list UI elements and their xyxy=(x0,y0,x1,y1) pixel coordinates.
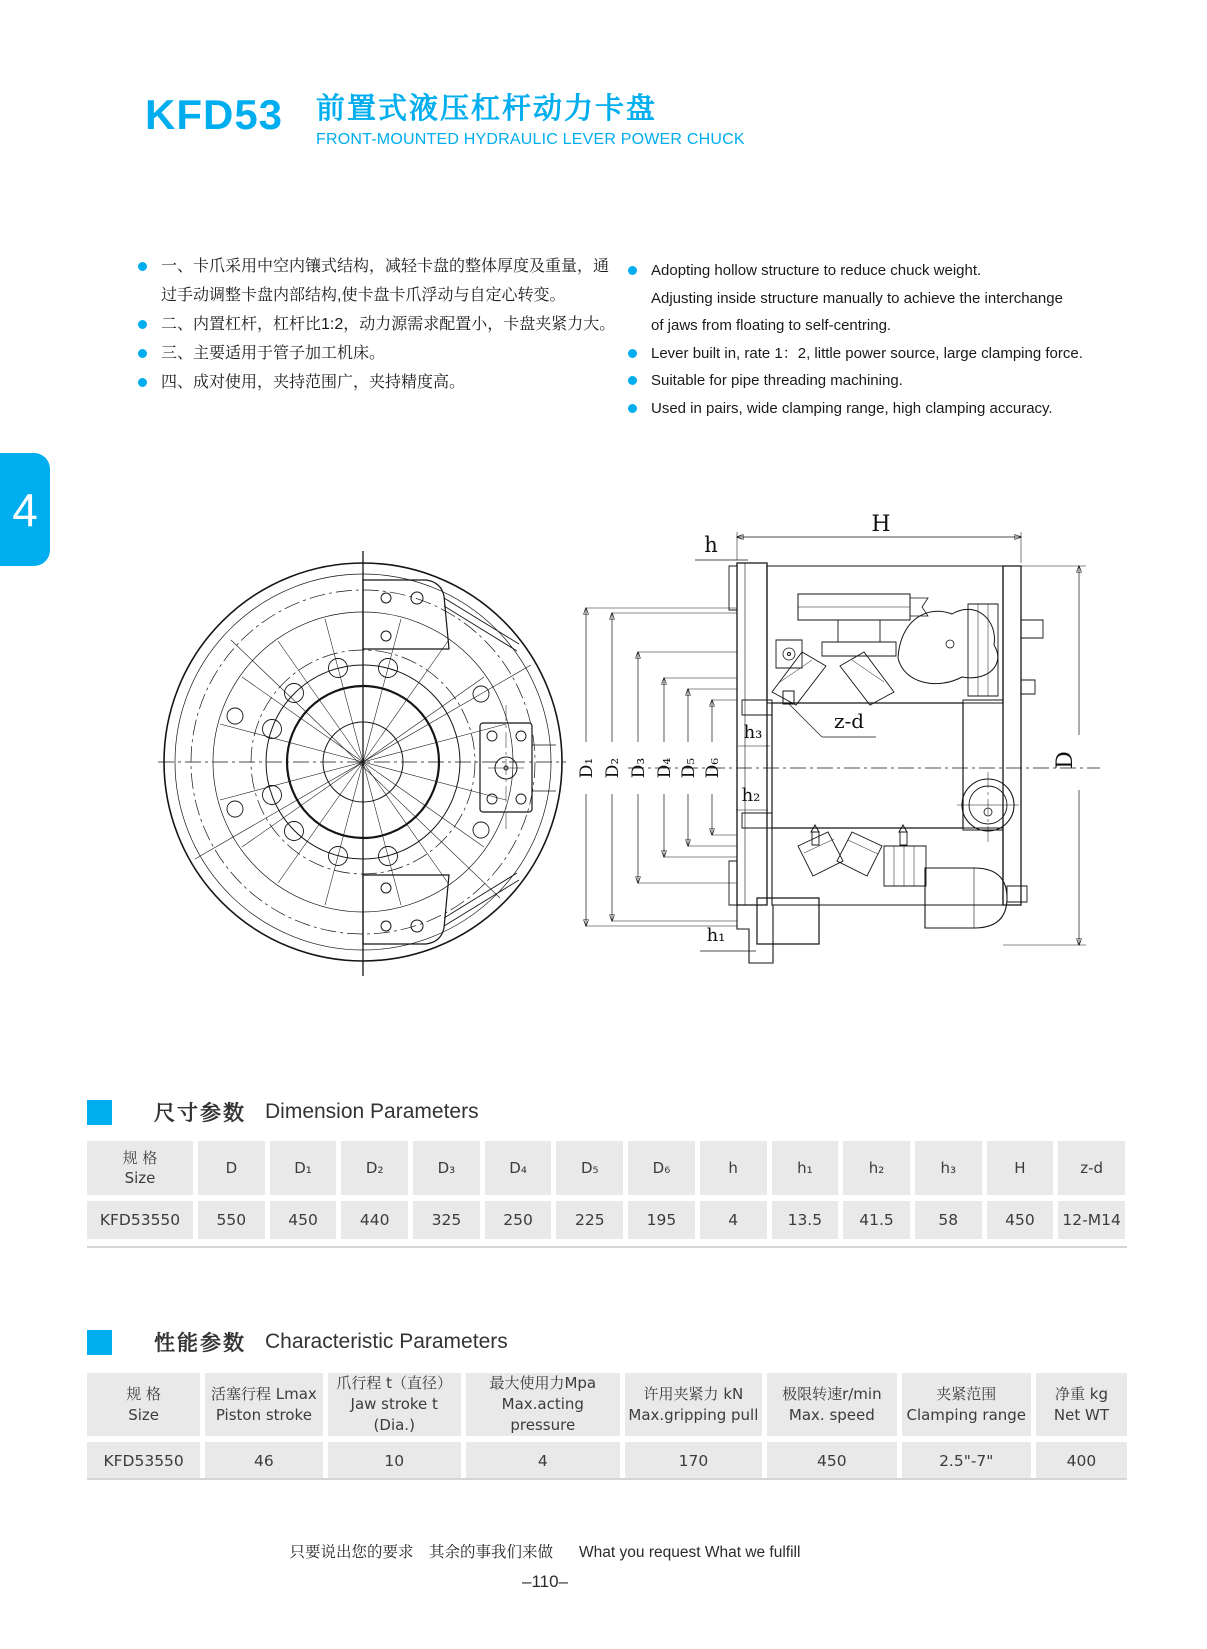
col-header-size-en: Size xyxy=(124,1169,156,1187)
col-header: D₄ xyxy=(485,1141,552,1195)
bullet-dot-icon xyxy=(628,266,637,275)
col-header: 规 格 Size xyxy=(87,1373,200,1436)
feature-item xyxy=(628,395,1088,423)
cell-value: 325 xyxy=(413,1201,480,1239)
dim-label-D1: D₁ xyxy=(577,757,597,779)
cell-model: KFD53550 xyxy=(87,1442,200,1480)
chapter-tab: 4 xyxy=(0,453,50,566)
dim-label-D3: D₃ xyxy=(629,757,649,779)
cell-value: 450 xyxy=(987,1201,1054,1239)
table-row xyxy=(87,1442,1127,1480)
dim-label-D5: D₅ xyxy=(679,757,699,779)
col-header: D₆ xyxy=(628,1141,695,1195)
dim-label-H: H xyxy=(871,512,891,537)
front-view xyxy=(158,551,566,976)
col-header: D₂ xyxy=(341,1141,408,1195)
cell-value: 440 xyxy=(341,1201,408,1239)
feature-text: 三、主要适用于管子加工机床。 xyxy=(161,345,386,362)
dim-label-h3: h₃ xyxy=(743,722,763,743)
feature-text: of jaws from floating to self-centring. xyxy=(651,317,892,334)
col-header: H xyxy=(987,1141,1054,1195)
section-title-en: Dimension Parameters xyxy=(265,1100,479,1123)
cell-value: 10 xyxy=(328,1442,461,1480)
footer-slogan-zh: 只要说出您的要求 其余的事我们来做 xyxy=(289,1544,554,1561)
col-header: D₁ xyxy=(270,1141,337,1195)
cell-value: 4 xyxy=(466,1442,620,1480)
table-row xyxy=(87,1201,1125,1239)
bullet-dot-icon xyxy=(138,378,147,387)
col-header-size xyxy=(87,1141,193,1195)
col-header: h₂ xyxy=(843,1141,910,1195)
feature-item xyxy=(628,285,1088,313)
section-title-zh: 性能参数 xyxy=(154,1332,246,1355)
col-header: 许用夹紧力 kN Max.gripping pull xyxy=(625,1373,763,1436)
cell-value: 58 xyxy=(915,1201,982,1239)
table-bottom-rule xyxy=(87,1246,1127,1248)
cell-value: 46 xyxy=(205,1442,322,1480)
bullet-dot-icon xyxy=(138,320,147,329)
col-header: 净重 kg Net WT xyxy=(1036,1373,1127,1436)
col-header: 活塞行程 Lmax Piston stroke xyxy=(205,1373,322,1436)
technical-drawing xyxy=(0,470,1207,1030)
feature-text: Adopting hollow structure to reduce chuck weight. xyxy=(651,262,982,279)
characteristic-table xyxy=(82,1367,1132,1486)
cell-value: 41.5 xyxy=(843,1201,910,1239)
section-dimension-parameters xyxy=(87,1097,479,1127)
cell-value: 400 xyxy=(1036,1442,1127,1480)
feature-text: Used in pairs, wide clamping range, high clamping accuracy. xyxy=(651,399,1053,417)
cell-model: KFD53550 xyxy=(87,1201,193,1239)
feature-text: Adjusting inside structure manually to achieve the interchange xyxy=(651,289,1063,307)
col-header: D xyxy=(198,1141,265,1195)
dim-label-h: h xyxy=(704,533,718,557)
feature-text: 二、内置杠杆，杠杆比1:2，动力源需求配置小，卡盘夹紧力大。 xyxy=(161,316,616,333)
product-title-zh: 前置式液压杠杆动力卡盘 xyxy=(316,93,658,125)
section-marker-icon xyxy=(87,1100,112,1125)
dimension-table xyxy=(82,1135,1130,1245)
table-bottom-rule xyxy=(87,1478,1127,1480)
dim-label-D2: D₂ xyxy=(603,757,623,779)
bullet-dot-icon xyxy=(628,349,637,358)
footer-slogan-en: What you request What we fulfill xyxy=(579,1544,801,1561)
feature-list-zh xyxy=(138,252,616,397)
section-characteristic-parameters xyxy=(87,1327,508,1357)
cell-value: 450 xyxy=(270,1201,337,1239)
col-header: 夹紧范围 Clamping range xyxy=(902,1373,1031,1436)
table-header-row xyxy=(87,1141,1125,1195)
bullet-dot-icon xyxy=(138,262,147,271)
feature-item xyxy=(628,367,1088,395)
cell-value: 550 xyxy=(198,1201,265,1239)
cell-value: 250 xyxy=(485,1201,552,1239)
feature-text: 四、成对使用，夹持范围广，夹持精度高。 xyxy=(161,374,466,391)
dim-label-h1: h₁ xyxy=(706,925,726,946)
footer-slogan xyxy=(0,1540,1090,1562)
product-title-en: FRONT-MOUNTED HYDRAULIC LEVER POWER CHUCK xyxy=(316,130,745,148)
feature-text: Lever built in, rate 1：2, little power source, large clamping force. xyxy=(651,344,1083,362)
cell-value: 4 xyxy=(700,1201,767,1239)
feature-item xyxy=(138,252,616,281)
title-block xyxy=(316,94,745,149)
feature-item xyxy=(138,281,616,310)
feature-item xyxy=(628,312,1088,340)
col-header-size-zh: 规 格 xyxy=(122,1148,158,1167)
cell-value: 2.5"-7" xyxy=(902,1442,1031,1480)
section-title-zh: 尺寸参数 xyxy=(154,1102,246,1125)
dim-label-D6: D₆ xyxy=(703,757,723,779)
dim-label-zd: z-d xyxy=(833,709,865,733)
feature-item xyxy=(138,368,616,397)
feature-text: 过手动调整卡盘内部结构,使卡盘卡爪浮动与自定心转变。 xyxy=(161,287,566,304)
cell-value: 195 xyxy=(628,1201,695,1239)
col-header: 爪行程 t（直径） Jaw stroke t (Dia.) xyxy=(328,1373,461,1436)
dim-label-h2: h₂ xyxy=(741,785,761,806)
feature-item xyxy=(628,340,1088,368)
section-view xyxy=(577,512,1100,963)
cell-value: 170 xyxy=(625,1442,763,1480)
col-header: z-d xyxy=(1058,1141,1125,1195)
col-header: 极限转速r/min Max. speed xyxy=(767,1373,896,1436)
cell-value: 12-M14 xyxy=(1058,1201,1125,1239)
table-header-row xyxy=(87,1373,1127,1436)
dim-label-D4: D₄ xyxy=(655,757,675,779)
section-marker-icon xyxy=(87,1330,112,1355)
col-header: D₅ xyxy=(556,1141,623,1195)
section-title-en: Characteristic Parameters xyxy=(265,1330,508,1353)
feature-item xyxy=(138,310,616,339)
cell-value: 13.5 xyxy=(772,1201,839,1239)
feature-item xyxy=(138,339,616,368)
cell-value: 225 xyxy=(556,1201,623,1239)
col-header: h₁ xyxy=(772,1141,839,1195)
feature-text: Suitable for pipe threading machining. xyxy=(651,372,903,389)
feature-item xyxy=(628,257,1088,285)
feature-list-en xyxy=(628,257,1088,422)
feature-text: 一、卡爪采用中空内镶式结构，减轻卡盘的整体厚度及重量，通 xyxy=(161,258,610,275)
bullet-dot-icon xyxy=(628,404,637,413)
page-number: –110– xyxy=(521,1572,568,1591)
col-header: h₃ xyxy=(915,1141,982,1195)
col-header: h xyxy=(700,1141,767,1195)
col-header: 最大使用力Mpa Max.acting pressure xyxy=(466,1373,620,1436)
cell-value: 450 xyxy=(767,1442,896,1480)
dim-label-D: D xyxy=(1053,751,1078,769)
col-header: D₃ xyxy=(413,1141,480,1195)
model-code: KFD53 xyxy=(145,91,284,138)
bullet-dot-icon xyxy=(138,349,147,358)
page-header xyxy=(145,91,745,149)
bullet-dot-icon xyxy=(628,376,637,385)
